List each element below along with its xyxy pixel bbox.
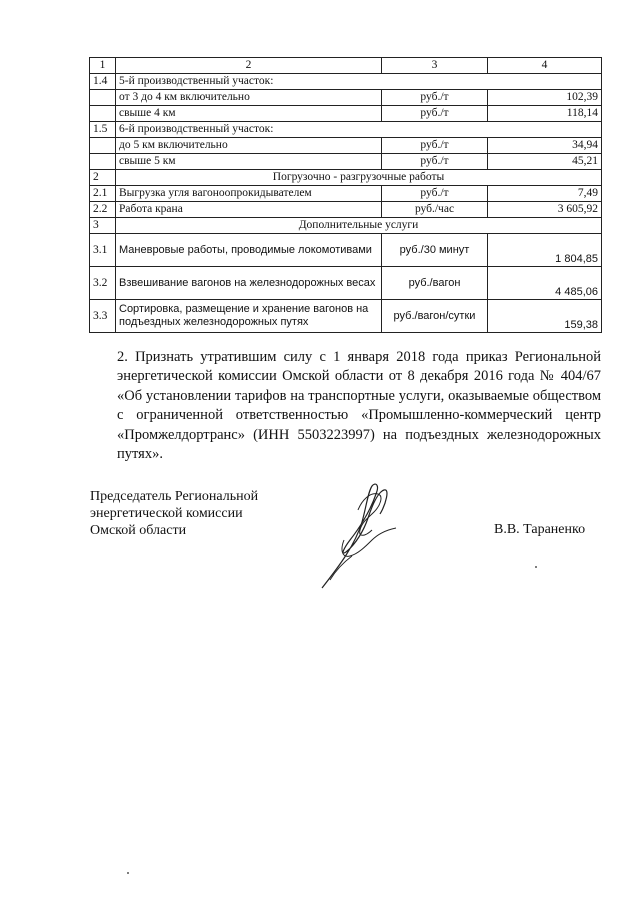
price-cell: 118,14 [488,106,602,122]
table-row [90,202,602,218]
table-row [90,106,602,122]
price-cell: 4 485,06 [488,267,602,300]
price-cell: 34,94 [488,138,602,154]
unit-cell: руб./вагон/сутки [382,300,488,333]
section-title: 5-й производственный участок: [116,74,602,90]
header-cell: 3 [382,58,488,74]
service-name: до 5 км включительно [116,138,382,154]
table-row [90,267,602,300]
row-number: 1.5 [90,122,116,138]
price-cell: 45,21 [488,154,602,170]
header-cell: 1 [90,58,116,74]
row-number [90,90,116,106]
group-title: Погрузочно - разгрузочные работы [116,170,602,186]
table-row [90,154,602,170]
row-number: 3.2 [90,267,116,300]
table-row [90,74,602,90]
service-name: Выгрузка угля вагоноопрокидывателем [116,186,382,202]
tariff-table [89,57,602,333]
unit-cell: руб./30 минут [382,234,488,267]
unit-cell: руб./т [382,138,488,154]
clause-2-paragraph: 2. Признать утратившим силу с 1 января 2018 года приказ Региональной энергетической комиссии Омской области от 8 декабря 2016 года № 404/67 «Об установлении тарифов на транспортные услуги, оказываемые обществом с ограниченной ответственностью «Промышленно-коммерческий центр «Промжелдортранс» (ИНН 5503223997) на подъездных железнодорожных путях». [117,349,601,463]
scan-speck [535,566,537,568]
service-name: Работа крана [116,202,382,218]
row-number [90,138,116,154]
table-row [90,300,602,333]
row-number [90,154,116,170]
service-name: свыше 5 км [116,154,382,170]
row-number: 3.3 [90,300,116,333]
signatory-title-line: Омской области [90,523,187,538]
price-cell: 3 605,92 [488,202,602,218]
row-number [90,106,116,122]
row-number: 2.2 [90,202,116,218]
signatory-title-line: Председатель Региональной [90,489,259,504]
unit-cell: руб./т [382,90,488,106]
signatory-block [90,488,258,539]
row-number: 2 [90,170,116,186]
table-row [90,138,602,154]
section-title: 6-й производственный участок: [116,122,602,138]
signer-name: В.В. Тараненко [494,522,586,537]
row-number: 3.1 [90,234,116,267]
row-number: 3 [90,218,116,234]
table-row [90,170,602,186]
table-header-row [90,58,602,74]
unit-cell: руб./вагон [382,267,488,300]
group-title: Дополнительные услуги [116,218,602,234]
table-row [90,234,602,267]
price-cell: 1 804,85 [488,234,602,267]
price-cell: 159,38 [488,300,602,333]
table-row [90,218,602,234]
price-cell: 7,49 [488,186,602,202]
handwritten-signature [300,470,420,600]
signatory-title-line: энергетической комиссии [90,506,243,521]
row-number: 2.1 [90,186,116,202]
unit-cell: руб./час [382,202,488,218]
row-number: 1.4 [90,74,116,90]
scan-speck [127,872,129,874]
service-name: свыше 4 км [116,106,382,122]
table-row [90,186,602,202]
header-cell: 4 [488,58,602,74]
unit-cell: руб./т [382,154,488,170]
unit-cell: руб./т [382,186,488,202]
unit-cell: руб./т [382,106,488,122]
service-name: Сортировка, размещение и хранение вагонов на подъездных железнодорожных путях [116,300,382,333]
service-name: Маневровые работы, проводимые локомотивами [116,234,382,267]
service-name: Взвешивание вагонов на железнодорожных весах [116,267,382,300]
price-cell: 102,39 [488,90,602,106]
header-cell: 2 [116,58,382,74]
table-row [90,122,602,138]
table-row [90,90,602,106]
service-name: от 3 до 4 км включительно [116,90,382,106]
